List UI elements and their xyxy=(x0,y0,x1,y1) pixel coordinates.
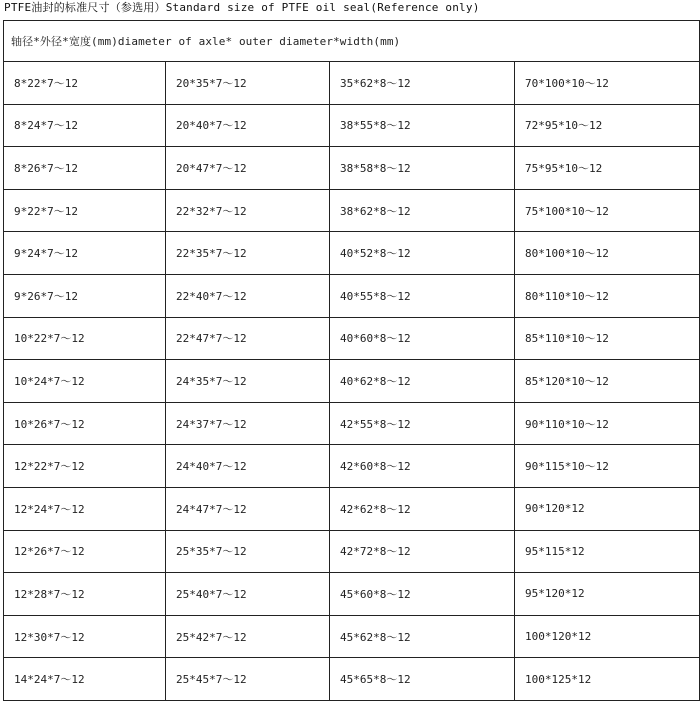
table-cell: 25*42*7～12 xyxy=(166,615,330,658)
table-cell: 14*24*7～12 xyxy=(4,658,166,701)
table-cell: 40*55*8～12 xyxy=(330,274,515,317)
table-row xyxy=(4,487,700,530)
table-cell: 72*95*10～12 xyxy=(515,104,700,147)
table-cell: 42*62*8～12 xyxy=(330,487,515,530)
table-cell: 24*37*7～12 xyxy=(166,402,330,445)
table-cell: 10*22*7～12 xyxy=(4,317,166,360)
table-row xyxy=(4,658,700,701)
table-row xyxy=(4,104,700,147)
table-row xyxy=(4,530,700,573)
table-cell: 38*62*8～12 xyxy=(330,189,515,232)
table-cell: 10*26*7～12 xyxy=(4,402,166,445)
table-cell: 9*26*7～12 xyxy=(4,274,166,317)
table-cell: 85*120*10～12 xyxy=(515,360,700,403)
table-cell: 100*125*12 xyxy=(515,658,700,701)
table-cell: 12*28*7～12 xyxy=(4,573,166,616)
table-cell: 20*40*7～12 xyxy=(166,104,330,147)
table-cell: 22*47*7～12 xyxy=(166,317,330,360)
table-cell: 12*22*7～12 xyxy=(4,445,166,488)
table-cell: 22*32*7～12 xyxy=(166,189,330,232)
table-row xyxy=(4,189,700,232)
table-cell: 90*115*10～12 xyxy=(515,445,700,488)
table-row xyxy=(4,147,700,190)
table-cell: 8*26*7～12 xyxy=(4,147,166,190)
table-cell: 90*120*12 xyxy=(515,487,700,530)
table-row xyxy=(4,62,700,105)
table-cell: 40*62*8～12 xyxy=(330,360,515,403)
table-row xyxy=(4,232,700,275)
table-cell: 35*62*8～12 xyxy=(330,62,515,105)
table-row xyxy=(4,360,700,403)
table-cell: 38*58*8～12 xyxy=(330,147,515,190)
table-cell: 9*22*7～12 xyxy=(4,189,166,232)
table-header-row xyxy=(4,21,700,62)
table-row xyxy=(4,402,700,445)
table-cell: 12*26*7～12 xyxy=(4,530,166,573)
table-cell: 38*55*8～12 xyxy=(330,104,515,147)
table-cell: 42*55*8～12 xyxy=(330,402,515,445)
table-cell: 20*35*7～12 xyxy=(166,62,330,105)
table-header-cell: 轴径*外径*宽度(mm)diameter of axle* outer diameter*width(mm) xyxy=(4,21,700,62)
table-cell: 42*60*8～12 xyxy=(330,445,515,488)
table-cell: 25*45*7～12 xyxy=(166,658,330,701)
table-cell: 10*24*7～12 xyxy=(4,360,166,403)
table-cell: 95*115*12 xyxy=(515,530,700,573)
table-cell: 24*47*7～12 xyxy=(166,487,330,530)
table-cell: 9*24*7～12 xyxy=(4,232,166,275)
table-row xyxy=(4,445,700,488)
table-cell: 70*100*10～12 xyxy=(515,62,700,105)
table-cell: 8*22*7～12 xyxy=(4,62,166,105)
table-cell: 40*60*8～12 xyxy=(330,317,515,360)
size-table-body xyxy=(4,21,700,701)
table-cell: 22*35*7～12 xyxy=(166,232,330,275)
page-title: PTFE油封的标准尺寸（参选用）Standard size of PTFE oil seal(Reference only) xyxy=(4,1,480,14)
table-cell: 8*24*7～12 xyxy=(4,104,166,147)
table-cell: 24*35*7～12 xyxy=(166,360,330,403)
table-cell: 45*62*8～12 xyxy=(330,615,515,658)
table-cell: 80*100*10～12 xyxy=(515,232,700,275)
table-cell: 75*95*10～12 xyxy=(515,147,700,190)
table-cell: 12*30*7～12 xyxy=(4,615,166,658)
table-cell: 90*110*10～12 xyxy=(515,402,700,445)
table-row xyxy=(4,615,700,658)
table-cell: 80*110*10～12 xyxy=(515,274,700,317)
table-cell: 85*110*10～12 xyxy=(515,317,700,360)
table-cell: 75*100*10～12 xyxy=(515,189,700,232)
table-row xyxy=(4,274,700,317)
table-cell: 40*52*8～12 xyxy=(330,232,515,275)
table-cell: 12*24*7～12 xyxy=(4,487,166,530)
table-cell: 45*65*8～12 xyxy=(330,658,515,701)
size-table xyxy=(3,20,700,701)
table-cell: 25*35*7～12 xyxy=(166,530,330,573)
table-row xyxy=(4,317,700,360)
table-cell: 25*40*7～12 xyxy=(166,573,330,616)
table-cell: 95*120*12 xyxy=(515,573,700,616)
table-cell: 24*40*7～12 xyxy=(166,445,330,488)
table-row xyxy=(4,573,700,616)
table-cell: 20*47*7～12 xyxy=(166,147,330,190)
table-cell: 42*72*8～12 xyxy=(330,530,515,573)
table-cell: 100*120*12 xyxy=(515,615,700,658)
table-cell: 22*40*7～12 xyxy=(166,274,330,317)
table-cell: 45*60*8～12 xyxy=(330,573,515,616)
